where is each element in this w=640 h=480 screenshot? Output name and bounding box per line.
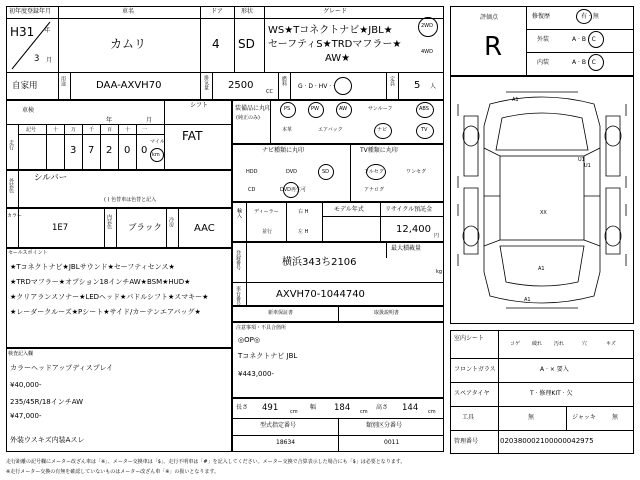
doors-value: 4 bbox=[212, 37, 220, 51]
shift-label: シフト bbox=[190, 102, 209, 109]
height-unit: cm bbox=[428, 409, 436, 415]
grade-label: グレード bbox=[323, 8, 348, 15]
doors-label: ドア bbox=[211, 8, 223, 15]
manual-label: 取扱説明書 bbox=[374, 310, 400, 316]
color-code-value: 1E7 bbox=[52, 223, 69, 233]
digit-header-0: 十 bbox=[53, 127, 59, 133]
category-value: 0011 bbox=[384, 439, 400, 446]
kg-unit: kg bbox=[436, 269, 443, 275]
notes-line1: Tコネクトナビ JBL bbox=[238, 352, 298, 360]
capacity-unit: 人 bbox=[430, 83, 437, 90]
interior-color-value: ブラック bbox=[128, 223, 162, 233]
glass-label: フロントガラス bbox=[454, 366, 496, 373]
chassis-value: AXVH70-1044740 bbox=[276, 289, 365, 300]
equip-tv: TV bbox=[421, 127, 428, 133]
first-reg-label: 初年度登録年月 bbox=[9, 8, 52, 15]
spare-options: T · 修理KIT · 欠 bbox=[530, 390, 573, 397]
left-handle: 左 H bbox=[298, 229, 309, 235]
repair-selected-circle bbox=[576, 9, 592, 24]
length-value: 491 bbox=[262, 403, 279, 413]
navi-hdd: HDD bbox=[246, 169, 258, 175]
drive-2wd: 2WD bbox=[421, 23, 433, 29]
plate-label: 登録番号 bbox=[235, 250, 241, 270]
diagram-label-1: A1 bbox=[512, 97, 519, 103]
mileage-label: 走行 bbox=[8, 140, 14, 150]
diagram-label-5: A1 bbox=[538, 266, 545, 272]
interior-grade-label: 内装 bbox=[537, 59, 550, 66]
mileage-digit-1: 7 bbox=[88, 145, 95, 156]
inspection-month: 月 bbox=[146, 117, 153, 124]
inspection-year: 年 bbox=[106, 117, 113, 124]
digit-header-3: 百 bbox=[107, 127, 113, 133]
selling-point-2: ★TRDマフラー★オプション18インチAW★BSM★HUD★ bbox=[10, 278, 191, 286]
inspection-entry-5: 外装ウスキズ内装Aスレ bbox=[10, 436, 85, 444]
grade-line1: WS★Tコネクトナビ★JBL★ bbox=[268, 25, 393, 36]
fuel-options: G · D · HV · · bbox=[298, 83, 335, 90]
inspection-label: 車検 bbox=[22, 107, 35, 114]
exterior-color-value: シルバー bbox=[34, 173, 68, 183]
repair-label: 修復歴 bbox=[532, 13, 551, 20]
jack-label: ジャッキ bbox=[572, 414, 596, 421]
interior-sheet-label: 室内シート bbox=[454, 335, 485, 342]
model-value: カムリ bbox=[110, 37, 147, 51]
model-label: 車名 bbox=[122, 8, 135, 15]
fuel-selected-circle bbox=[334, 77, 352, 95]
first-reg-value: H31 bbox=[10, 25, 35, 39]
inspection-entry-2: ¥40,000- bbox=[10, 381, 42, 389]
exterior-color-label: 外装色 bbox=[8, 178, 14, 193]
first-reg-month-unit: 月 bbox=[46, 57, 53, 64]
shift-value: FAT bbox=[182, 129, 203, 143]
usage-value: 自家用 bbox=[12, 81, 38, 91]
navi-cd: CD bbox=[248, 187, 256, 193]
footer-line2: ※走行メーター交換の有無を確認していないものはメーター改ざん車「※」の扱いとなります。 bbox=[6, 469, 219, 475]
notes-line2: ¥443,000- bbox=[238, 370, 274, 378]
spare-label: スペアタイヤ bbox=[454, 390, 490, 397]
diagram-label-3: U1 bbox=[584, 163, 591, 169]
cc-unit: CC bbox=[266, 89, 273, 95]
sheet-item-2: 汚れ bbox=[554, 341, 565, 347]
tv-title: TV種類に丸印 bbox=[360, 147, 398, 154]
dealer-label: ディーラー bbox=[254, 209, 279, 215]
mgmt-value: 020380002100000042975 bbox=[500, 437, 594, 445]
width-value: 184 bbox=[334, 403, 351, 413]
digit-header-2: 千 bbox=[89, 127, 95, 133]
displacement-label: 排気量 bbox=[203, 75, 209, 90]
sheet-item-1: 破れ bbox=[532, 341, 543, 347]
model-code: DAA-AXVH70 bbox=[96, 80, 162, 91]
grade-line3: AW★ bbox=[325, 53, 351, 64]
exterior-grade-options: A · B · C bbox=[572, 36, 596, 43]
type-value: 18634 bbox=[276, 439, 296, 446]
diagram-label-4: XX bbox=[540, 210, 547, 216]
car-diagram bbox=[450, 76, 634, 324]
fuel-label: 燃料 bbox=[281, 76, 287, 86]
exterior-selected-circle bbox=[588, 31, 604, 48]
first-reg-month: 3 bbox=[34, 54, 40, 64]
mileage-digit-2: 2 bbox=[106, 145, 113, 156]
score-label: 評価点 bbox=[480, 14, 499, 21]
footer-line1: 走行距離の記号欄にメーター改ざん車は「※」、メーター交換車は「$」、走行不明車は「#」を記入してください。メーター交換で合算表示した場合にも「$」は必要となります。 bbox=[6, 459, 406, 465]
right-handle: 右 H bbox=[298, 209, 309, 215]
mile-label: マイル bbox=[150, 139, 165, 145]
notes-title: 注意事項・不具合箇所 bbox=[236, 325, 287, 331]
diagram-label-2: U1 bbox=[578, 157, 585, 163]
equip-airbag: エアバック bbox=[318, 127, 343, 133]
repair-options: 有 · 無 bbox=[581, 13, 599, 20]
inspection-entry-title: 検査記入欄 bbox=[8, 351, 34, 357]
ac-value: AAC bbox=[194, 223, 215, 234]
mgmt-label: 管理番号 bbox=[454, 438, 479, 445]
equip-leather: 本革 bbox=[282, 127, 293, 133]
equip-sunroof: サンルーフ bbox=[368, 106, 393, 112]
equip-ps: PS bbox=[284, 106, 291, 112]
selling-point-4: ★レーダークルーズ★Pシート★サイド/カーテンエアバッグ★ bbox=[10, 308, 201, 316]
interior-color-label: 内装色 bbox=[106, 214, 112, 229]
recycle-value: 12,400 bbox=[396, 224, 431, 235]
exterior-grade-label: 外装 bbox=[537, 36, 550, 43]
inspection-entry-3: 235/45R/18インチAW bbox=[10, 398, 84, 406]
warranty-label: 新車保証書 bbox=[268, 310, 294, 316]
equip-navi: ナビ bbox=[377, 127, 388, 133]
inspection-entry-4: ¥47,000- bbox=[10, 412, 42, 420]
usage-row bbox=[6, 72, 444, 100]
recycle-label: リサイクル預託金 bbox=[385, 206, 433, 213]
diagram-label-6: A1 bbox=[524, 297, 531, 303]
ac-label: 冷房 bbox=[168, 217, 174, 227]
yen-unit: 円 bbox=[434, 233, 440, 239]
drive-4wd: 4WD bbox=[421, 49, 433, 55]
max-load-label: 最大積載量 bbox=[391, 245, 422, 252]
grade-line2: セーフティS★TRDマフラー★ bbox=[268, 39, 402, 50]
model-year-label: モデル年式 bbox=[334, 206, 364, 213]
interior-grade-options: A · B · C bbox=[572, 59, 596, 66]
first-reg-year-unit: 年 bbox=[44, 27, 51, 34]
digit-header-1: 万 bbox=[71, 127, 77, 133]
navi-dvd-play: DVD再生可 bbox=[280, 187, 307, 193]
equipment-subtitle: (純正のみ) bbox=[236, 115, 260, 121]
equip-pw: PW bbox=[311, 106, 319, 112]
length-unit: cm bbox=[290, 409, 298, 415]
navi-dvd: DVD bbox=[286, 169, 298, 175]
tv-analog: アナログ bbox=[364, 187, 385, 193]
score-value: R bbox=[484, 32, 503, 62]
notes-block bbox=[232, 322, 444, 398]
tv-oneseg: ワンセグ bbox=[406, 169, 427, 175]
navi-sd: SD bbox=[322, 169, 330, 175]
capacity-label: 定員 bbox=[389, 76, 395, 86]
length-label: 長さ bbox=[236, 404, 249, 411]
sheet-item-0: コゲ bbox=[510, 341, 521, 347]
color-note: ( ) 色替車は色替と記入 bbox=[104, 197, 157, 203]
chassis-label: 車台番号 bbox=[235, 286, 241, 306]
import-label: 輸入 bbox=[236, 208, 242, 218]
width-label: 幅 bbox=[310, 404, 317, 411]
inspection-entry-1: カラーヘッドアップディスプレイ bbox=[10, 364, 114, 372]
mileage-digit-4: 0 bbox=[141, 145, 148, 156]
capacity-value: 5 bbox=[414, 80, 421, 91]
displacement-value: 2500 bbox=[228, 80, 254, 91]
km-label: km bbox=[152, 152, 160, 158]
record-label: 記号 bbox=[26, 127, 37, 133]
usage-label: 用途 bbox=[60, 76, 66, 86]
selling-point-1: ★Tコネクトナビ★JBLサウンド★セーフティセンス★ bbox=[10, 263, 175, 271]
parallel-label: 並行 bbox=[262, 229, 273, 235]
tools-value: 無 bbox=[528, 414, 535, 421]
digit-header-4: 十 bbox=[125, 127, 131, 133]
body-label: 形状 bbox=[241, 8, 254, 15]
equip-aw: AW bbox=[339, 106, 348, 112]
equip-abs: ABS bbox=[419, 106, 429, 112]
height-label: 高さ bbox=[376, 404, 389, 411]
sheet-item-4: キズ bbox=[606, 341, 616, 347]
tools-label: 工具 bbox=[462, 414, 475, 421]
notes-mark: ◎OP◎ bbox=[238, 336, 260, 344]
selling-points-title: セールスポイント bbox=[8, 250, 48, 256]
color-code-label: カラー bbox=[7, 213, 23, 219]
navi-title: ナビ種類に丸印 bbox=[262, 147, 305, 154]
sheet-item-3: 穴 bbox=[582, 341, 588, 347]
mileage-digit-3: 0 bbox=[124, 145, 131, 156]
plate-value: 横浜343ち2106 bbox=[282, 257, 357, 268]
mileage-digit-0: 3 bbox=[70, 145, 77, 156]
digit-header-5: 一 bbox=[142, 127, 148, 133]
equipment-title: 装備品に丸印 bbox=[235, 105, 272, 112]
width-unit: cm bbox=[360, 409, 368, 415]
jack-value: 無 bbox=[612, 414, 619, 421]
type-label: 型式指定番号 bbox=[260, 422, 297, 429]
body-value: SD bbox=[238, 37, 255, 51]
interior-selected-circle bbox=[588, 54, 604, 71]
category-label: 類別区分番号 bbox=[366, 422, 403, 429]
selling-point-3: ★クリアランスソナー★LEDヘッド★パドルシフト★スマキー★ bbox=[10, 293, 209, 301]
glass-options: A · × 要入 bbox=[540, 366, 569, 373]
height-value: 144 bbox=[402, 403, 419, 413]
tv-fullseg: フルセグ bbox=[364, 169, 384, 175]
